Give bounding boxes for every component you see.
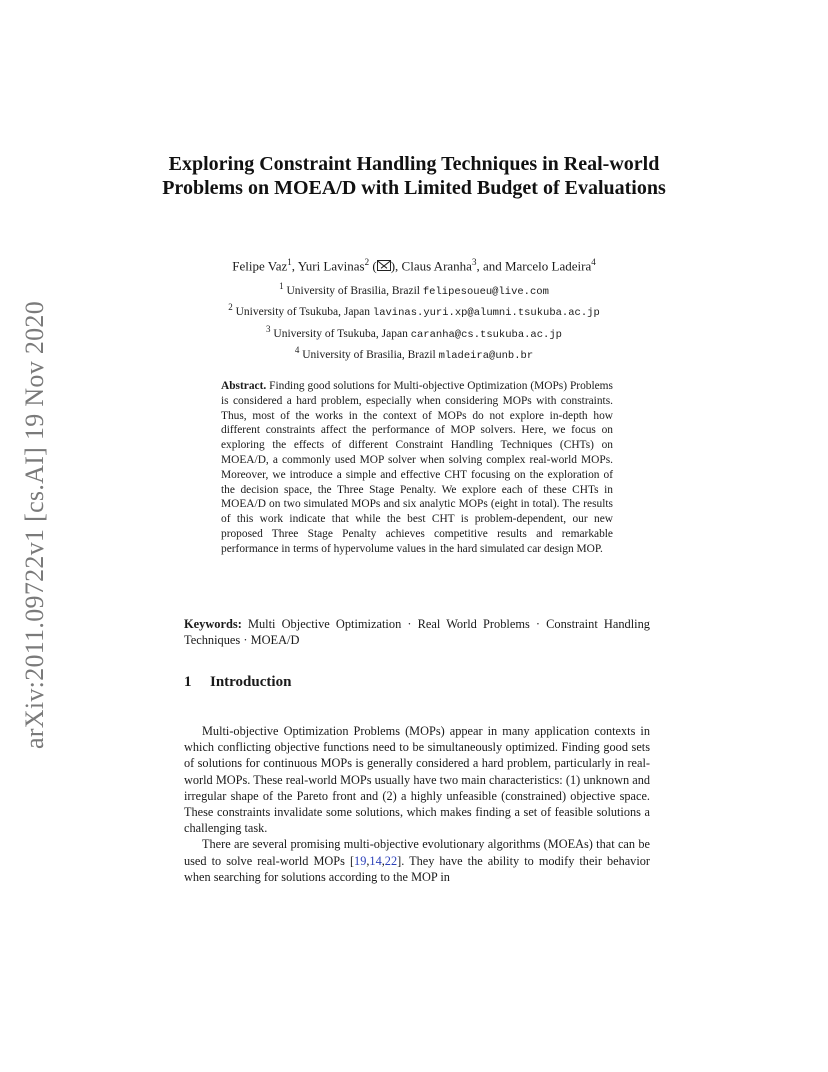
affiliation-mark: 3 <box>471 257 477 267</box>
section-title: Introduction <box>210 674 292 690</box>
author-name: Marcelo Ladeira <box>504 258 592 274</box>
author-conjunction: and <box>482 258 502 274</box>
keywords-text: Multi Objective Optimization · Real World Problems · Constraint Handling Techniques · MOEA/D <box>184 617 650 647</box>
affiliation-item <box>140 343 688 364</box>
affiliation-mark: 2 <box>364 257 370 267</box>
affiliation-item <box>140 300 688 321</box>
arxiv-identifier: arXiv:2011.09722v1 [cs.AI] 19 Nov 2020 <box>20 300 50 750</box>
affiliation-mark: 3 <box>266 323 271 334</box>
affiliation-mark: 4 <box>294 344 300 355</box>
paragraph <box>184 836 650 885</box>
keywords <box>184 616 650 648</box>
author-name: Felipe Vaz <box>232 258 288 274</box>
citation-link[interactable]: 14 <box>369 853 382 868</box>
author-name: Yuri Lavinas <box>297 258 365 274</box>
keywords-label: Keywords: <box>184 617 242 631</box>
section-heading <box>184 673 291 691</box>
paragraph: Multi-objective Optimization Problems (MOPs) appear in many application contexts in which conflicting objective functions need to be simultaneously optimized. Finding good sets of solutions for continuous MOPs is generally considered a hard problem, particularly in real-world MOPs. These real-world MOPs usually have two main characteristics: (1) unknown and irregular shape of the Pareto front and (2) a highly unfeasible (constrained) objective space. These constraints invalidate some solutions, which makes finding a set of feasible solutions a challenging task. <box>184 724 650 836</box>
affiliation-mark: 1 <box>287 257 292 267</box>
abstract-label: Abstract. <box>221 380 267 392</box>
citation-link[interactable]: 19 <box>354 853 367 868</box>
citation-separator: , <box>366 853 370 868</box>
affiliation-org: University of Brasilia, Brazil <box>302 348 436 361</box>
abstract-text: Finding good solutions for Multi-objective Optimization (MOPs) Problems is considered a hard problem, especially when considering MOPs with constraints. Thus, most of the works in the context of MOPs do not explore in-depth how different constraints affect the performance of MOP solvers. Here, we focus on exploring the effects of different Constraint Handling Techniques (CHTs) on MOEA/D, a commonly used MOP solver when solving complex real-world MOPs. Moreover, we introduce a simple and effective CHT focusing on the exploration of the decision space, the Three Stage Penalty. We explore each of these CHTs in MOEA/D on two simulated MOPs and six analytic MOPs (eight in total). The results of this work indicate that while the best CHT is problem-dependent, our new proposed Three Stage Penalty achieves competitive results and remarkable performance in terms of hypervolume values in the hard simulated car design MOP. <box>221 380 613 555</box>
affiliation-item <box>140 322 688 343</box>
citation-separator: , <box>381 853 385 868</box>
affiliation-org: University of Tsukuba, Japan <box>235 306 371 319</box>
section-body <box>184 723 650 885</box>
affiliation-list <box>140 279 688 364</box>
affiliation-mark: 4 <box>591 257 596 267</box>
email-address: mladeira@unb.br <box>438 349 534 362</box>
affiliation-org: University of Tsukuba, Japan <box>273 327 408 340</box>
paragraph-text: There are several promising multi-objective evolutionary algorithms (MOEAs) that can be used to solve real-world MOPs [ <box>184 837 650 868</box>
author-list: Felipe Vaz$^1$, Yuri Lavinas$^2$ ( ), Claus Aranha$^3$, and Marcelo Ladeira$^4$ <box>232 257 596 274</box>
envelope-icon <box>377 260 391 271</box>
email-address: caranha@cs.tsukuba.ac.jp <box>410 328 562 341</box>
affiliation-mark: 1 <box>279 281 284 291</box>
email-address: felipesoueu@live.com <box>422 285 549 298</box>
section-number: 1 <box>184 674 192 690</box>
abstract <box>221 379 613 557</box>
affiliation-mark: 2 <box>228 302 233 313</box>
affiliation-org: University of Brasilia, Brazil <box>286 284 420 297</box>
affiliation-item <box>140 279 688 300</box>
arxiv-stamp <box>14 290 56 760</box>
citation-link[interactable]: 22 <box>384 853 398 868</box>
paragraph-text: ]. They have the ability to modify their behavior when searching for solutions according to the MOP in <box>184 853 650 884</box>
paper-title: Exploring Constraint Handling Techniques in Real-world Problems on MOEA/D with Limited Budget of Evaluations <box>162 153 666 199</box>
email-address: lavinas.yuri.xp@alumni.tsukuba.ac.jp <box>372 307 600 320</box>
author-name: Claus Aranha <box>401 258 472 274</box>
